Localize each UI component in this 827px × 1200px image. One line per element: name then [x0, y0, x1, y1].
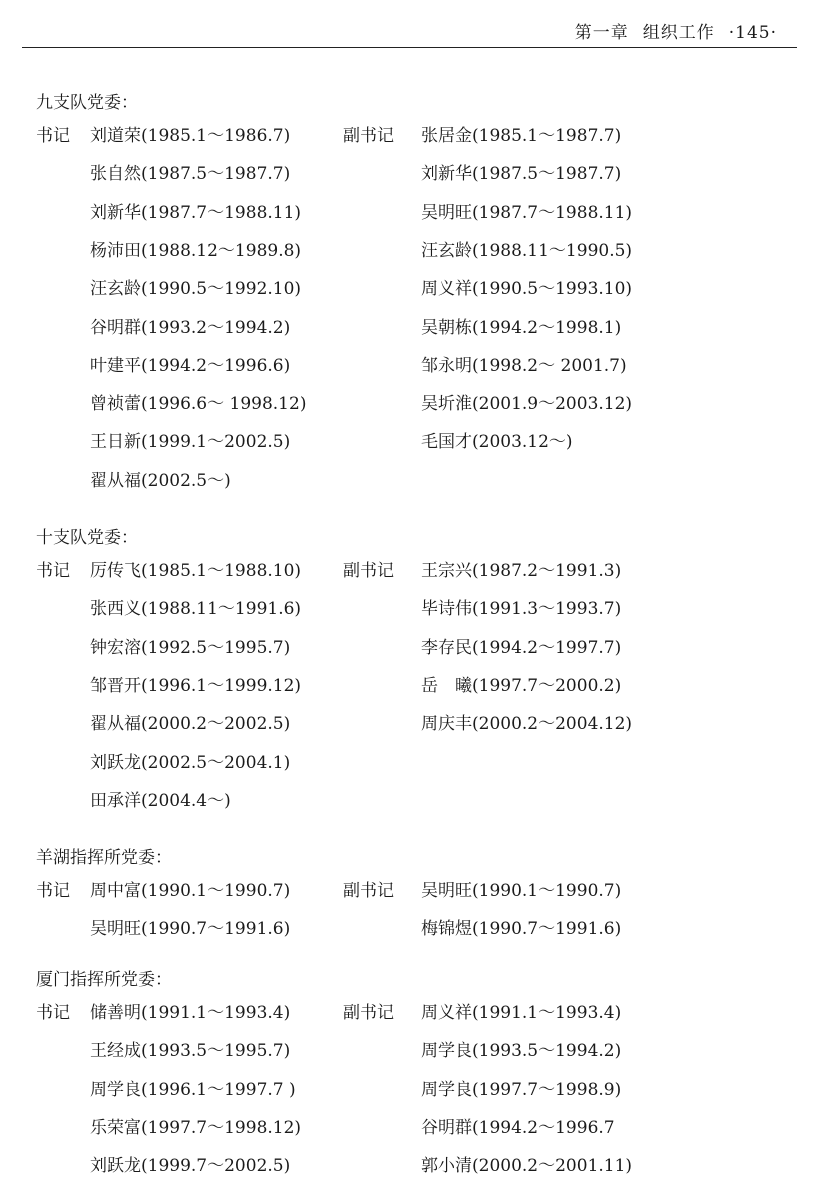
- member-row: [0, 1075, 827, 1105]
- secretary-entry: 杨沛田(1988.12～1989.8): [90, 240, 302, 261]
- member-row: [0, 159, 827, 189]
- secretary-entry: 曾祯蕾(1996.6～ 1998.12): [90, 394, 307, 415]
- section-title: 十支队党委：: [36, 528, 138, 548]
- deputy-secretary-entry: 周庆丰(2000.2～2004.12): [421, 714, 633, 735]
- deputy-secretary-entry: 梅锦煜(1990.7～1991.6): [421, 919, 622, 940]
- member-row: [0, 914, 827, 944]
- member-row: [0, 556, 827, 586]
- deputy-secretary-label: 副书记: [343, 561, 394, 581]
- deputy-secretary-entry: 周学良(1993.5～1994.2): [421, 1041, 622, 1062]
- deputy-secretary-entry: 吴朝栋(1994.2～1998.1): [421, 317, 622, 338]
- secretary-entry: 刘跃龙(1999.7～2002.5): [90, 1156, 291, 1177]
- secretary-entry: 王日新(1999.1～2002.5): [90, 432, 291, 453]
- deputy-secretary-entry: 周义祥(1990.5～1993.10): [421, 279, 633, 300]
- member-row: [0, 1151, 827, 1181]
- deputy-secretary-label: 副书记: [343, 126, 394, 146]
- secretary-entry: 翟从福(2000.2～2002.5): [90, 714, 291, 735]
- member-row: [0, 351, 827, 381]
- chapter-label: 第一章: [574, 23, 629, 43]
- header-rule: [22, 47, 797, 48]
- secretary-entry: 汪玄龄(1990.5～1992.10): [90, 279, 302, 300]
- secretary-entry: 张西义(1988.11～1991.6): [90, 599, 302, 620]
- deputy-secretary-entry: 毕诗伟(1991.3～1993.7): [421, 599, 622, 620]
- member-row: [0, 709, 827, 739]
- secretary-entry: 张自然(1987.5～1987.7): [90, 164, 291, 185]
- member-row: [0, 198, 827, 228]
- secretary-entry: 刘跃龙(2002.5～2004.1): [90, 752, 291, 773]
- secretary-entry: 刘新华(1987.7～1988.11): [90, 202, 302, 223]
- deputy-secretary-entry: 吴圻淮(2001.9～2003.12): [421, 394, 633, 415]
- member-row: [0, 1113, 827, 1143]
- member-row: [0, 876, 827, 906]
- deputy-secretary-entry: 汪玄龄(1988.11～1990.5): [421, 240, 633, 261]
- deputy-secretary-entry: 岳 曦(1997.7～2000.2): [421, 675, 622, 696]
- deputy-secretary-label: 副书记: [343, 1003, 394, 1023]
- section-title: 九支队党委：: [36, 93, 138, 113]
- member-row: [0, 389, 827, 419]
- deputy-secretary-entry: 吴明旺(1987.7～1988.11): [421, 202, 633, 223]
- secretary-entry: 钟宏溶(1992.5～1995.7): [90, 637, 291, 658]
- running-head: [575, 18, 777, 43]
- member-row: [0, 633, 827, 663]
- member-row: [0, 121, 827, 151]
- deputy-secretary-entry: 王宗兴(1987.2～1991.3): [421, 561, 622, 581]
- secretary-entry: 王经成(1993.5～1995.7): [90, 1041, 291, 1062]
- secretary-entry: 谷明群(1993.2～1994.2): [90, 317, 291, 338]
- secretary-label: 书记: [36, 561, 70, 581]
- secretary-entry: 储善明(1991.1～1993.4): [90, 1003, 291, 1023]
- secretary-entry: 周中富(1990.1～1990.7): [90, 881, 291, 901]
- secretary-label: 书记: [36, 126, 70, 146]
- secretary-entry: 刘道荣(1985.1～1986.7): [90, 126, 291, 146]
- member-row: [0, 748, 827, 778]
- deputy-secretary-entry: 邹永明(1998.2～ 2001.7): [421, 355, 627, 376]
- section-title: 羊湖指挥所党委：: [36, 848, 172, 868]
- deputy-secretary-entry: 张居金(1985.1～1987.7): [421, 126, 622, 146]
- member-row: [0, 236, 827, 266]
- member-row: [0, 998, 827, 1028]
- secretary-label: 书记: [36, 881, 70, 901]
- page-header: [0, 0, 827, 52]
- secretary-entry: 邹晋开(1996.1～1999.12): [90, 675, 302, 696]
- secretary-entry: 周学良(1996.1～1997.7 ): [90, 1079, 296, 1100]
- secretary-entry: 翟从福(2002.5～): [90, 470, 231, 491]
- secretary-entry: 乐荣富(1997.7～1998.12): [90, 1117, 302, 1138]
- page-number: ·145·: [728, 23, 777, 43]
- secretary-entry: 厉传飞(1985.1～1988.10): [90, 561, 302, 581]
- chapter-title: 组织工作: [642, 23, 715, 43]
- deputy-secretary-entry: 周义祥(1991.1～1993.4): [421, 1003, 622, 1023]
- deputy-secretary-entry: 吴明旺(1990.1～1990.7): [421, 881, 622, 901]
- secretary-entry: 田承洋(2004.4～): [90, 790, 231, 811]
- member-row: [0, 274, 827, 304]
- section-title: 厦门指挥所党委：: [36, 970, 172, 990]
- member-row: [0, 786, 827, 816]
- member-row: [0, 427, 827, 457]
- member-row: [0, 466, 827, 496]
- deputy-secretary-label: 副书记: [343, 881, 394, 901]
- deputy-secretary-entry: 刘新华(1987.5～1987.7): [421, 164, 622, 185]
- secretary-entry: 吴明旺(1990.7～1991.6): [90, 919, 291, 940]
- member-row: [0, 313, 827, 343]
- deputy-secretary-entry: 谷明群(1994.2～1996.7: [421, 1117, 615, 1138]
- member-row: [0, 1036, 827, 1066]
- deputy-secretary-entry: 毛国才(2003.12～): [421, 432, 573, 453]
- deputy-secretary-entry: 郭小清(2000.2～2001.11): [421, 1156, 633, 1177]
- deputy-secretary-entry: 李存民(1994.2～1997.7): [421, 637, 622, 658]
- secretary-entry: 叶建平(1994.2～1996.6): [90, 355, 291, 376]
- deputy-secretary-entry: 周学良(1997.7～1998.9): [421, 1079, 622, 1100]
- secretary-label: 书记: [36, 1003, 70, 1023]
- member-row: [0, 594, 827, 624]
- member-row: [0, 671, 827, 701]
